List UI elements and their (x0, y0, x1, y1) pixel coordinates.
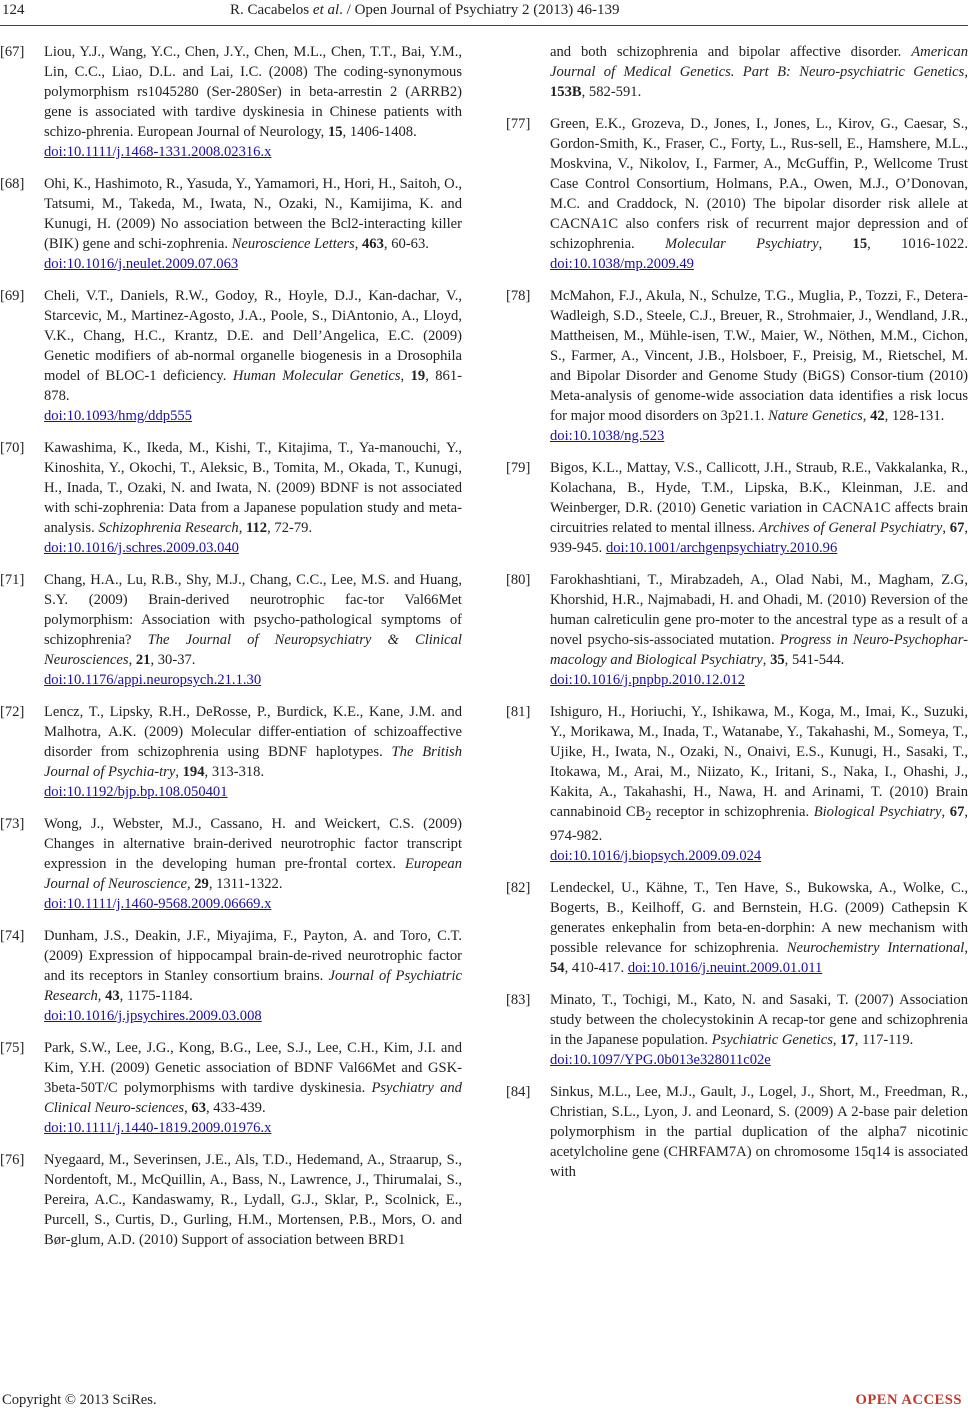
reference-item (506, 114, 968, 274)
reference-pages: , 1175-1184. (119, 988, 193, 1004)
reference-pages: , 72-79. (267, 520, 313, 536)
reference-pages: , 541-544. (784, 652, 845, 668)
reference-pages: , 1311-1322. (208, 876, 283, 892)
open-access-label: OPEN ACCESS (855, 1392, 962, 1408)
continuation-volume: 153B (550, 84, 582, 100)
doi-link[interactable]: doi:10.1192/bjp.bp.108.050401 (44, 784, 228, 800)
reference-pages: , 1406-1408. (342, 124, 417, 140)
reference-volume: 17 (840, 1031, 855, 1048)
doi-link[interactable]: doi:10.1016/j.neulet.2009.07.063 (44, 256, 239, 272)
reference-item (0, 702, 462, 802)
doi-link[interactable]: doi:10.1016/j.biopsych.2009.09.024 (550, 847, 762, 864)
reference-number: [77] (506, 116, 531, 132)
page-footer (0, 1392, 968, 1412)
reference-text: Cheli, V.T., Daniels, R.W., Godoy, R., Hoyle, D.J., Kan-dachar, V., Starcevic, M., Martinez-Agosto, J.A., Poole, S., DiAntonio, A., Lloyd, V.K., Chang, H.C., Krantz, D.E. and Dell’Angelica, E.C. (2009) Genetic modifiers of ab-normal organelle biogenesis in a Drosophila model of BLOC-1 deficiency. Human Molecular Genetics, 19, 861-878. doi:10.1093/hmg/ddp555 (44, 288, 463, 424)
reference-number: [76] (0, 1152, 25, 1168)
reference-journal: Psychiatric Genetics (711, 1031, 833, 1048)
reference-volume: 194 (182, 764, 205, 780)
reference-volume: 54 (550, 959, 565, 976)
reference-number: [67] (0, 44, 25, 60)
reference-text: Lencz, T., Lipsky, R.H., DeRosse, P., Burdick, K.E., Kane, J.M. and Malhotra, A.K. (2009) Molecular differ-entiation of schizoaffective disorder from schizophrenia using BDNF haplotypes. The British Journal of Psychia-try, 194, 313-318. doi:10.1192/bjp.bp.108.050401 (44, 704, 462, 800)
reference-volume: 67 (949, 520, 965, 536)
continuation-pages: , 582-591. (581, 84, 642, 100)
reference-volume: 15 (852, 236, 868, 252)
running-head-journal: . / Open Journal of Psychiatry 2 (2013) 46-139 (339, 2, 620, 18)
reference-journal: European Journal of Neuroscience (44, 856, 462, 892)
reference-text: Kawashima, K., Ikeda, M., Kishi, T., Kitajima, T., Ya-manouchi, Y., Kinoshita, Y., Okochi, T., Aleksic, B., Tomita, M., Okada, T., Kunugi, H., Inada, T., Ozaki, N. and Iwata, N. (2009) BDNF is not associated with schi-zophrenia: Data from a Japanese population study and meta-analysis. Schizophrenia Research, 112, 72-79. doi:10.1016/j.schres.2009.03.040 (44, 440, 462, 556)
reference-text: Bigos, K.L., Mattay, V.S., Callicott, J.H., Straub, R.E., Vakkalanka, R., Kolachana, B., Hyde, T.M., Lipska, B.K., Kleinman, J.E. and Weinberger, D.R. (2010) Genetic variation in CACNA1C affects brain circuitries related to mental illness. Archives of General Psychiatry, 67, 939-945. doi:10.1001/archgenpsychiatry.2010.96 (550, 460, 968, 556)
reference-item (506, 570, 968, 690)
page-number: 124 (2, 2, 25, 18)
doi-link[interactable]: doi:10.1111/j.1460-9568.2009.06669.x (44, 896, 272, 912)
reference-pages: , 1016-1022. (867, 236, 968, 252)
reference-journal: Nature Genetics (768, 408, 863, 424)
reference-authors-title: Green, E.K., Grozeva, D., Jones, I., Jones, L., Kirov, G., Caesar, S., Gordon-Smith, K., Fraser, C., Forty, L., Rus-sell, E., Hamshere, M.L., Moskvina, V., Nikolov, I., Farmer, A., McGuffin, P., Wellcome Trust Case Control Consortium, Holmans, P.A., Owen, M.J., O’Donovan, M.C. and Craddock, N. (2010) The bipolar disorder risk allele at CACNA1C also confers risk of recurrent major depression and of schizophrenia. (550, 116, 968, 252)
reference-pages: , 313-318. (204, 764, 265, 780)
reference-journal: Neuroscience Letters (231, 236, 355, 252)
reference-item (506, 990, 968, 1070)
reference-text: Chang, H.A., Lu, R.B., Shy, M.J., Chang, C.C., Lee, M.S. and Huang, S.Y. (2009) Brain-derived neurotrophic fac-tor Val66Met polymorphism: Association with psycho-pathological symptoms of schizophrenia? The Journal of Neuropsychiatry & Clinical Neurosciences, 21, 30-37. doi:10.1176/appi.neuropsych.21.1.30 (44, 572, 462, 688)
reference-number: [68] (0, 176, 25, 192)
copyright-notice: Copyright © 2013 SciRes. (2, 1392, 157, 1408)
reference-item (506, 458, 968, 558)
reference-pages: , 128-131. (884, 408, 945, 424)
reference-number: [83] (506, 991, 531, 1008)
reference-item (506, 702, 968, 866)
reference-number: [71] (0, 572, 25, 588)
reference-item (0, 42, 462, 162)
reference-title-continued: receptor in schizophrenia. (651, 804, 814, 820)
reference-authors-title: Kawashima, K., Ikeda, M., Kishi, T., Kitajima, T., Ya-manouchi, Y., Kinoshita, Y., Okochi, T., Aleksic, B., Tomita, M., Okada, T., Kunugi, H., Inada, T., Ozaki, N. and Iwata, N. (2009) BDNF is not associated with schi-zophrenia: Data from a Japanese population study and meta-analysis. (44, 440, 462, 536)
reference-authors-title: Chang, H.A., Lu, R.B., Shy, M.J., Chang, C.C., Lee, M.S. and Huang, S.Y. (2009) Brain-derived neurotrophic fac-tor Val66Met polymorphism: Association with psycho-pathological symptoms of schizophrenia? (44, 572, 462, 648)
running-head (230, 2, 620, 19)
reference-volume: 463 (362, 236, 384, 252)
reference-authors-title: Lendeckel, U., Kähne, T., Ten Have, S., Bukowska, A., Wolke, C., Bogerts, B., Keilhoff, G. and Bernstein, H.G. (2009) Cathepsin K generates enkephalin from beta-en-dorphin: A new mechanism with possible relevance for schizophrenia. (550, 879, 968, 956)
reference-text: Green, E.K., Grozeva, D., Jones, I., Jones, L., Kirov, G., Caesar, S., Gordon-Smith, K., Fraser, C., Forty, L., Rus-sell, E., Hamshere, M.L., Moskvina, V., Nikolov, I., Farmer, A., McGuffin, P., Wellcome Trust Case Control Consortium, Holmans, P.A., Owen, M.J., O’Donovan, M.C. and Craddock, N. (2010) The bipolar disorder risk allele at CACNA1C also confers risk of recurrent major depression and of schizophrenia. Molecular Psychiatry, 15, 1016-1022. doi:10.1038/mp.2009.49 (550, 116, 968, 272)
reference-item (506, 1082, 968, 1182)
doi-link[interactable]: doi:10.1016/j.jpsychires.2009.03.008 (44, 1008, 262, 1024)
reference-volume: 19 (410, 368, 426, 384)
reference-pages: , 117-119. (854, 1031, 914, 1048)
reference-text: Ishiguro, H., Horiuchi, Y., Ishikawa, M., Koga, M., Imai, K., Suzuki, Y., Morikawa, M., Inada, T., Watanabe, Y., Takahashi, M., Someya, T., Ujike, H., Iwata, N., Ozaki, N., Onaivi, E.S., Kunugi, H., Sasaki, T., Itokawa, M., Arai, M., Niizato, K., Iritani, S., Naka, I., Ohashi, J., Kakita, A., Takahashi, H., Nawa, H. and Arinami, T. (2010) Brain cannabinoid $CB_2$ receptor in schizophrenia. Biological Psychiatry, 67, 974-982. doi:10.1016/j.biopsych.2009.09.024 (550, 704, 968, 864)
running-head-authors: R. Cacabelos (230, 2, 313, 18)
reference-journal: Psychiatry and Clinical Neuro-sciences (44, 1080, 462, 1116)
reference-text: Wong, J., Webster, M.J., Cassano, H. and Weickert, C.S. (2009) Changes in alternative brain-derived neurotrophic factor transcript expression in the developing human pre-frontal cortex. European Journal of Neuroscience, 29, 1311-1322. doi:10.1111/j.1460-9568.2009.06669.x (44, 816, 462, 912)
continuation-journal: American Journal of Medical Genetics. Part B: Neuro-psychiatric Genetics (550, 44, 968, 80)
reference-authors-title: Farokhashtiani, T., Mirabzadeh, A., Olad Nabi, M., Magham, Z.G, Khorshid, H.R., Najmabadi, H. and Ohadi, M. (2010) Reversion of the human calreticulin gene pro-moter to the ancestral type as a result of a novel psycho-sis-associated mutation. (550, 572, 968, 648)
reference-text: McMahon, F.J., Akula, N., Schulze, T.G., Muglia, P., Tozzi, F., Detera-Wadleigh, S.D., Steele, C.J., Breuer, R., Strohmaier, J., Wendland, J.R., Mattheisen, M., Mühle-isen, T.W., Maier, W., Nöthen, M.M., Cichon, S., Farmer, A., Vincent, J.B., Holsboer, F., Preisig, M., Rietschel, M. and Bipolar Disorder and Genome Study (BiGS) Consor-tium (2010) Meta-analysis of genome-wide association data identifies a risk locus for major mood disorders on 3p21.1. Nature Genetics, 42, 128-131. doi:10.1038/ng.523 (550, 288, 968, 444)
reference-number: [80] (506, 572, 531, 588)
continuation-text: and both schizophrenia and bipolar affective disorder. (550, 44, 912, 60)
reference-pages: , 60-63. (383, 236, 429, 252)
left-column (0, 42, 462, 1262)
running-head-etal: et al (312, 2, 340, 18)
doi-link[interactable]: doi:10.1016/j.schres.2009.03.040 (44, 540, 239, 556)
reference-item (0, 570, 462, 690)
reference-volume: 15 (327, 124, 343, 140)
reference-item (506, 286, 968, 446)
reference-number: [70] (0, 440, 25, 456)
reference-number: [69] (0, 288, 25, 304)
reference-journal: Journal of Psychiatric Research (44, 968, 462, 1004)
reference-item (0, 1150, 462, 1250)
reference-volume: 112 (246, 520, 268, 536)
reference-number: [75] (0, 1040, 25, 1056)
page-header (0, 0, 968, 30)
reference-journal: The Journal of Neuropsychiatry & Clinical Neurosciences (44, 632, 462, 668)
reference-pages: , 861-878. (44, 368, 463, 404)
reference-pages: , 30-37. (150, 652, 196, 668)
doi-link[interactable]: doi:10.1111/j.1468-1331.2008.02316.x (44, 144, 272, 160)
reference-item (506, 878, 968, 978)
reference-item (0, 438, 462, 558)
reference-pages: , 939-945. (550, 520, 968, 556)
reference-text: Ohi, K., Hashimoto, R., Yasuda, Y., Yamamori, H., Hori, H., Saitoh, O., Tatsumi, M., Takeda, M., Iwata, N., Ozaki, N., Kamijima, K. and Kunugi, H. (2009) No association between the Bcl2-interacting killer (BIK) gene and schi-zophrenia. Neuroscience Letters, 463, 60-63. doi:10.1016/j.neulet.2009.07.063 (44, 176, 462, 272)
reference-journal: Archives of General Psychiatry (758, 520, 943, 536)
reference-text (44, 1150, 462, 1250)
reference-text (550, 1082, 968, 1182)
reference-item (0, 926, 462, 1026)
reference-subscript: 2 (645, 808, 652, 823)
reference-pages: , 974-982. (550, 804, 968, 844)
reference-item (0, 1038, 462, 1138)
reference-item (0, 814, 462, 914)
reference-authors-title: Lencz, T., Lipsky, R.H., DeRosse, P., Burdick, K.E., Kane, J.M. and Malhotra, A.K. (2009) Molecular differ-entiation of schizoaffective disorder from schizophrenia using BDNF haplotypes. (44, 704, 462, 760)
reference-volume: 42 (870, 408, 885, 424)
reference-journal: Progress in Neuro-Psychophar-macology and Biological Psychiatry (550, 632, 968, 668)
reference-volume: 35 (770, 652, 785, 668)
reference-volume: 21 (135, 652, 151, 668)
reference-number: [82] (506, 879, 531, 896)
reference-authors-title: Bigos, K.L., Mattay, V.S., Callicott, J.H., Straub, R.E., Vakkalanka, R., Kolachana, B., Hyde, T.M., Lipska, B.K., Kleinman, J.E. and Weinberger, D.R. (2010) Genetic variation in CACNA1C affects brain circuitries related to mental illness. (550, 460, 968, 536)
header-rule (0, 25, 968, 26)
doi-link[interactable]: doi:10.1176/appi.neuropsych.21.1.30 (44, 672, 262, 688)
reference-number: [72] (0, 704, 25, 720)
doi-link[interactable]: doi:10.1097/YPG.0b013e328011c02e (550, 1051, 771, 1068)
doi-link[interactable]: doi:10.1111/j.1440-1819.2009.01976.x (44, 1120, 272, 1136)
reference-authors-title: Dunham, J.S., Deakin, J.F., Miyajima, F., Payton, A. and Toro, C.T. (2009) Expression of hippocampal brain-de-rived neurotrophic factor and its receptors in Stanley consortium brains. (44, 928, 462, 984)
reference-text (44, 42, 462, 162)
reference-item (0, 286, 462, 426)
right-column (506, 42, 968, 1194)
reference-number: [79] (506, 460, 531, 476)
reference-journal: Schizophrenia Research (98, 520, 239, 536)
reference-pages: , 433-439. (206, 1100, 266, 1116)
reference-authors-title: Sinkus, M.L., Lee, M.J., Gault, J., Logel, J., Short, M., Freedman, R., Christian, S.L., Lyon, J. and Leonard, S. (2009) A 2-base pair deletion polymorphism in the partial duplication of the alpha7 nicotinic acetylcholine gene (CHRFAM7A) on chromosome 15q14 is associated with (550, 1083, 968, 1180)
doi-link[interactable]: doi:10.1093/hmg/ddp555 (44, 408, 192, 424)
reference-journal: Molecular Psychiatry (665, 236, 819, 252)
reference-journal: Neurochemistry International (786, 939, 965, 956)
doi-link[interactable]: doi:10.1038/ng.523 (550, 428, 665, 444)
reference-authors-title: Park, S.W., Lee, J.G., Kong, B.G., Lee, S.J., Lee, C.H., Kim, J.I. and Kim, Y.H. (2009) Genetic association of BDNF Val66Met and GSK-3beta-50T/C polymorphisms with tardive dyskinesia. (44, 1040, 462, 1096)
reference-text: Park, S.W., Lee, J.G., Kong, B.G., Lee, S.J., Lee, C.H., Kim, J.I. and Kim, Y.H. (2009) Genetic association of BDNF Val66Met and GSK-3beta-50T/C polymorphisms with tardive dyskinesia. Psychiatry and Clinical Neuro-sciences, 63, 433-439. doi:10.1111/j.1440-1819.2009.01976.x (44, 1040, 462, 1136)
reference-journal: Biological Psychiatry (813, 804, 942, 820)
right-reference-list (506, 114, 968, 1182)
reference-authors-title: Nyegaard, M., Severinsen, J.E., Als, T.D., Hedemand, A., Straarup, S., Nordentoft, M., McQuillin, A., Bass, N., Lawrence, J., Thirumalai, S., Pereira, A.C., Kandaswamy, R., Lydall, G.J., Sklar, P., Scolnick, E., Purcell, S., Curtis, D., Gurling, H.M., Mortensen, P.B., Mors, O. and Bør-glum, A.D. (2010) Support of association between BRD1 (44, 1152, 462, 1248)
doi-link[interactable]: doi:10.1001/archgenpsychiatry.2010.96 (605, 540, 838, 556)
reference-authors-title: Cheli, V.T., Daniels, R.W., Godoy, R., Hoyle, D.J., Kan-dachar, V., Starcevic, M., Martinez-Agosto, J.A., Poole, S., DiAntonio, A., Lloyd, V.K., Chang, H.C., Krantz, D.E. and Dell’Angelica, E.C. (2009) Genetic modifiers of ab-normal organelle biogenesis in a Drosophila model of BLOC-1 deficiency. (44, 288, 462, 384)
reference-pages: , 410-417. (564, 959, 628, 976)
doi-link[interactable]: doi:10.1016/j.pnpbp.2010.12.012 (550, 672, 745, 688)
reference-authors-title: McMahon, F.J., Akula, N., Schulze, T.G., Muglia, P., Tozzi, F., Detera-Wadleigh, S.D., Steele, C.J., Breuer, R., Strohmaier, J., Wendland, J.R., Mattheisen, M., Mühle-isen, T.W., Maier, W., Nöthen, M.M., Cichon, S., Farmer, A., Vincent, J.B., Holsboer, F., Preisig, M., Rietschel, M. and Bipolar Disorder and Genome Study (BiGS) Consor-tium (2010) Meta-analysis of genome-wide association data identifies a risk locus for major mood disorders on 3p21.1. (550, 288, 968, 424)
reference-volume: 67 (949, 804, 965, 820)
reference-volume: 29 (194, 876, 209, 892)
reference-authors-title: Liou, Y.J., Wang, Y.C., Chen, J.Y., Chen, M.L., Chen, T.T., Bai, Y.M., Lin, C.C., Liao, D.L. and Lai, I.C. (2008) The coding-synonymous polymorphism rs1045280 (Ser-280Ser) in beta-arrestin 2 (ARRB2) gene is associated with tardive dyskinesia in Chinese patients with schizo-phrenia. European Journal of Neurology, (44, 44, 462, 140)
reference-text: Minato, T., Tochigi, M., Kato, N. and Sasaki, T. (2007) Association study between the cholecystokinin A recap-tor gene and schizophrenia in the Japanese population. Psychiatric Genetics, 17, 117-119. doi:10.1097/YPG.0b013e328011c02e (550, 991, 968, 1068)
reference-continuation: and both schizophrenia and bipolar affective disorder. American Journal of Medical Genetics. Part B: Neuro-psychiatric Genetics, 153B, 582-591. (550, 44, 968, 100)
reference-number: [73] (0, 816, 25, 832)
reference-number: [78] (506, 288, 531, 304)
doi-link[interactable]: doi:10.1038/mp.2009.49 (550, 256, 694, 272)
reference-authors-title: Minato, T., Tochigi, M., Kato, N. and Sasaki, T. (2007) Association study between the cholecystokinin A recap-tor gene and schizophrenia in the Japanese population. (550, 991, 968, 1048)
reference-journal: Human Molecular Genetics (232, 368, 401, 384)
reference-authors-title: Wong, J., Webster, M.J., Cassano, H. and Weickert, C.S. (2009) Changes in alternative brain-derived neurotrophic factor transcript expression in the developing human pre-frontal cortex. (44, 816, 462, 872)
reference-volume: 63 (191, 1100, 206, 1116)
reference-number: [84] (506, 1083, 531, 1100)
reference-text: Lendeckel, U., Kähne, T., Ten Have, S., Bukowska, A., Wolke, C., Bogerts, B., Keilhoff, G. and Bernstein, H.G. (2009) Cathepsin K generates enkephalin from beta-en-dorphin: A new mechanism with possible relevance for schizophrenia. Neurochemistry International, 54, 410-417. doi:10.1016/j.neuint.2009.01.011 (550, 879, 968, 976)
reference-volume: 43 (105, 988, 120, 1004)
reference-authors-title: Ishiguro, H., Horiuchi, Y., Ishikawa, M., Koga, M., Imai, K., Suzuki, Y., Morikawa, M., Inada, T., Watanabe, Y., Takahashi, M., Someya, T., Ujike, H., Iwata, N., Ozaki, N., Onaivi, E.S., Kunugi, H., Sasaki, T., Itokawa, M., Arai, M., Niizato, K., Iritani, S., Naka, I., Ohashi, J., Kakita, A., Takahashi, H., Nawa, H. and Arinami, T. (2010) Brain cannabinoid CB (550, 704, 968, 820)
reference-text: Dunham, J.S., Deakin, J.F., Miyajima, F., Payton, A. and Toro, C.T. (2009) Expression of hippocampal brain-de-rived neurotrophic factor and its receptors in Stanley consortium brains. Journal of Psychiatric Research, 43, 1175-1184. doi:10.1016/j.jpsychires.2009.03.008 (44, 928, 462, 1024)
reference-item (0, 174, 462, 274)
reference-text: Farokhashtiani, T., Mirabzadeh, A., Olad Nabi, M., Magham, Z.G, Khorshid, H.R., Najmabadi, H. and Ohadi, M. (2010) Reversion of the human calreticulin gene pro-moter to the ancestral type as a result of a novel psycho-sis-associated mutation. Progress in Neuro-Psychophar-macology and Biological Psychiatry, 35, 541-544. doi:10.1016/j.pnpbp.2010.12.012 (550, 572, 968, 688)
reference-authors-title: Ohi, K., Hashimoto, R., Yasuda, Y., Yamamori, H., Hori, H., Saitoh, O., Tatsumi, M., Takeda, M., Iwata, N., Ozaki, N., Kamijima, K. and Kunugi, H. (2009) No association between the Bcl2-interacting killer (BIK) gene and schi-zophrenia. (44, 176, 462, 252)
reference-number: [81] (506, 704, 531, 720)
reference-journal: The British Journal of Psychia-try (44, 744, 462, 780)
reference-number: [74] (0, 928, 25, 944)
doi-link[interactable]: doi:10.1016/j.neuint.2009.01.011 (627, 959, 823, 976)
